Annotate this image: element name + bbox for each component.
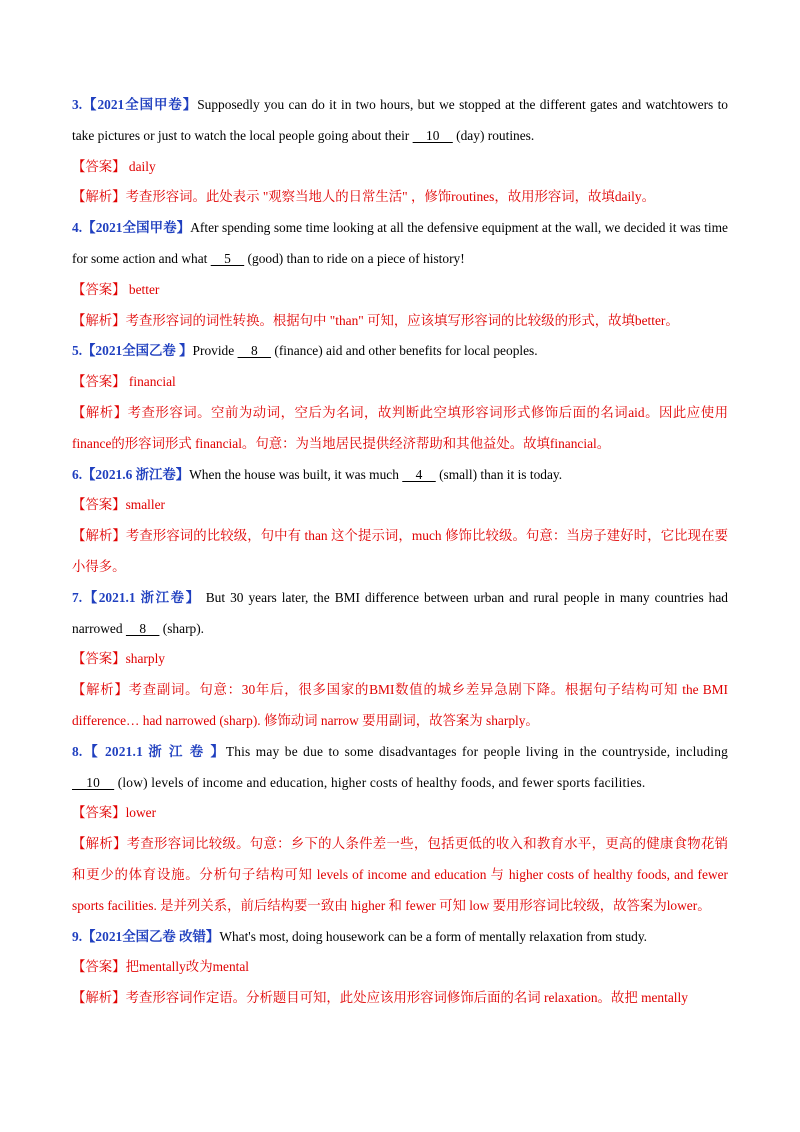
- question-item-6: [72, 460, 728, 583]
- question-post: (finance) aid and other benefits for local peoples.: [271, 343, 538, 359]
- question-pre: Provide: [192, 343, 238, 359]
- blank-number: 8: [125, 620, 160, 636]
- question-text: [72, 460, 728, 491]
- answer-text: financial: [125, 374, 176, 390]
- question-number: 9.: [72, 928, 83, 944]
- explanation-label: 【解析】: [72, 528, 126, 544]
- question-post: (small) than it is today.: [435, 466, 563, 482]
- explanation-label: 【解析】: [72, 312, 126, 328]
- question-text: [72, 213, 728, 275]
- explanation-line: [72, 983, 728, 1014]
- explanation-text: 考查副词。句意：30年后，很多国家的BMI数值的城乡差异急剧下降。根据句子结构可知 the BMI difference… had narrowed (sharp). 修饰动词 narrow 要用副词，故答案为 sharply。: [72, 682, 728, 728]
- question-pre: After spending some time looking at all the defensive equipment at the wall, we decided it was time for some action and what: [72, 220, 728, 266]
- blank-number: 4: [402, 466, 436, 482]
- blank-number: 10: [412, 127, 453, 143]
- answer-text: lower: [125, 805, 157, 821]
- question-source: 【2021全国甲卷】: [82, 97, 198, 112]
- explanation-label: 【解析】: [72, 990, 126, 1006]
- explanation-label: 【解析】: [72, 682, 129, 698]
- answer-label: 【答案】: [72, 651, 126, 667]
- question-text: [72, 336, 728, 367]
- explanation-line: [72, 829, 728, 921]
- question-pre: What's most, doing housework can be a form of mentally relaxation from study.: [219, 928, 648, 944]
- answer-label: 【答案】: [72, 158, 126, 174]
- question-text: [72, 583, 728, 645]
- question-number: 6.: [72, 466, 83, 482]
- blank-number: 8: [237, 343, 272, 359]
- question-number: 7.: [72, 589, 83, 605]
- answer-label: 【答案】: [72, 281, 126, 297]
- answer-line: [72, 952, 728, 983]
- question-source: 【2021全国乙卷 】: [82, 343, 193, 359]
- answer-label: 【答案】: [72, 497, 126, 513]
- blank-number: 5: [210, 250, 245, 266]
- question-pre: But 30 years later, the BMI difference between urban and rural people in many countries had narrowed: [72, 589, 728, 636]
- question-post: (good) than to ride on a piece of history!: [244, 250, 465, 266]
- answer-text: 把mentally改为mental: [125, 959, 250, 975]
- question-source: 【2021.6 浙江卷】: [82, 466, 190, 482]
- question-item-4: [72, 213, 728, 336]
- blank-number: 10: [72, 774, 115, 790]
- question-post: (day) routines.: [452, 127, 535, 143]
- answer-line: [72, 644, 728, 675]
- question-number: 3.: [72, 97, 83, 112]
- answer-line: [72, 490, 728, 521]
- explanation-text: 考查形容词比较级。句意：乡下的人条件差一些，包括更低的收入和教育水平，更高的健康食物花销和更少的体育设施。分析句子结构可知 levels of income and education 与 higher costs of healthy foods, and fewer sports facilities. 是并列关系，前后结构要一致由 higher 和 fewer 可知 low 要用形容词比较级，故答案为lower。: [72, 836, 729, 913]
- explanation-label: 【解析】: [72, 836, 127, 852]
- answer-text: better: [125, 281, 160, 297]
- question-text: [72, 90, 728, 152]
- question-text: [72, 922, 728, 953]
- explanation-label: 【解析】: [72, 189, 126, 205]
- question-source: 【2021全国乙卷 改错】: [82, 928, 220, 944]
- document-page: [72, 90, 728, 1014]
- explanation-line: [72, 182, 728, 213]
- question-item-9: [72, 922, 728, 1014]
- answer-text: smaller: [125, 497, 165, 513]
- question-source: 【2021全国甲卷】: [82, 220, 191, 236]
- explanation-label: 【解析】: [72, 404, 128, 420]
- answer-text: sharply: [125, 651, 165, 667]
- explanation-line: [72, 675, 728, 737]
- question-pre: When the house was built, it was much: [189, 466, 403, 482]
- answer-label: 【答案】: [72, 805, 126, 821]
- explanation-line: [72, 306, 728, 337]
- question-post: (sharp).: [159, 620, 205, 636]
- answer-label: 【答案】: [72, 374, 126, 390]
- question-post: (low) levels of income and education, higher costs of healthy foods, and fewer sports facilities.: [114, 774, 646, 790]
- question-text: [72, 737, 728, 799]
- answer-text: daily: [125, 158, 156, 174]
- question-item-3: [72, 90, 728, 213]
- question-item-5: [72, 336, 728, 459]
- explanation-text: 考查形容词作定语。分析题目可知，此处应该用形容词修饰后面的名词 relaxation。故把 mentally: [125, 990, 688, 1006]
- question-source: 【2021.1 浙江卷】: [82, 589, 201, 605]
- answer-line: [72, 275, 728, 306]
- question-item-8: [72, 737, 728, 922]
- question-number: 4.: [72, 220, 83, 236]
- explanation-text: 考查形容词的比较级，句中有 than 这个提示词，much 修饰比较级。句意：当房子建好时，它比现在要小得多。: [72, 528, 728, 574]
- answer-line: [72, 798, 728, 829]
- question-item-7: [72, 583, 728, 737]
- question-pre: This may be due to some disadvantages for people living in the countryside, including: [225, 743, 728, 759]
- explanation-text: 考查形容词。此处表示 "观察当地人的日常生活" ，修饰routines，故用形容词，故填daily。: [125, 189, 655, 205]
- explanation-text: 考查形容词的词性转换。根据句中 "than" 可知，应该填写形容词的比较级的形式，故填better。: [125, 312, 679, 328]
- question-pre: Supposedly you can do it in two hours, but we stopped at the different gates and watchtowers to take pictures or just to watch the local people going about their: [72, 97, 729, 143]
- question-source: 【 2021.1 浙 江 卷 】: [82, 743, 226, 759]
- answer-label: 【答案】: [72, 959, 126, 975]
- question-number: 8.: [72, 743, 83, 759]
- answer-line: [72, 152, 728, 183]
- explanation-text: 考查形容词。空前为动词，空后为名词，故判断此空填形容词形式修饰后面的名词aid。因此应使用 finance的形容词形式 financial。句意：为当地居民提供经济帮助和其他益处。故填financial。: [72, 404, 729, 451]
- explanation-line: [72, 521, 728, 583]
- answer-line: [72, 367, 728, 398]
- explanation-line: [72, 398, 728, 460]
- question-number: 5.: [72, 343, 83, 359]
